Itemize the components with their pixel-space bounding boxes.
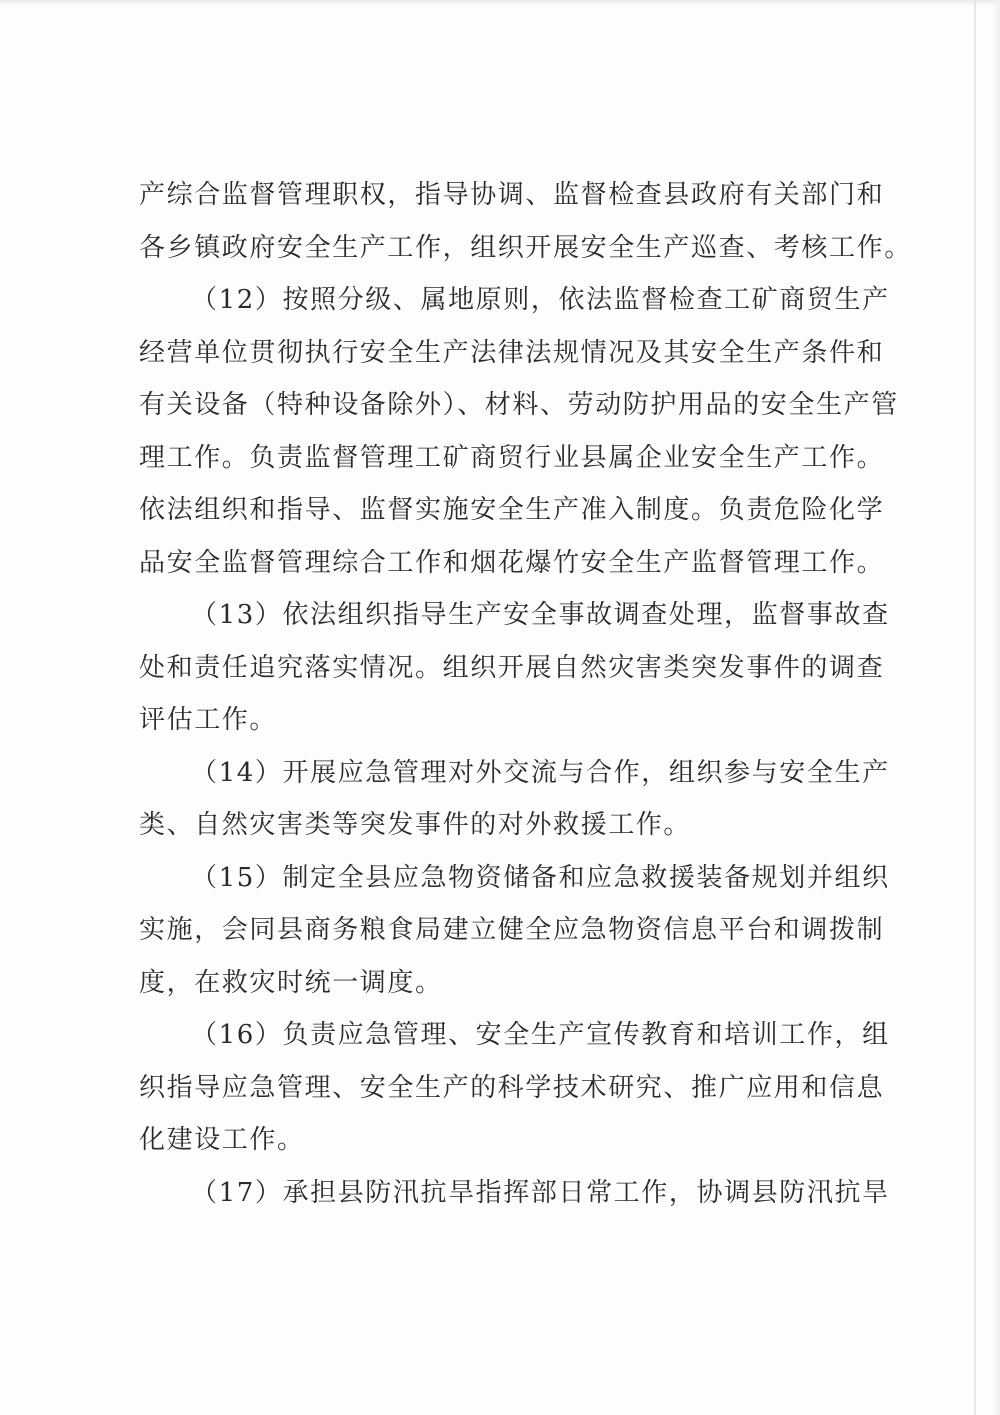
text-line: 理工作。负责监督管理工矿商贸行业县属企业安全生产工作。 — [139, 442, 885, 473]
paragraph-13-line: （13）依法组织指导生产安全事故调查处理，监督事故查 — [191, 600, 890, 630]
text-line: 各乡镇政府安全生产工作，组织开展安全生产巡查、考核工作。 — [139, 232, 912, 263]
scan-edge-right — [974, 0, 976, 1415]
paragraph-17-line: （17）承担县防汛抗旱指挥部日常工作，协调县防汛抗旱 — [191, 1177, 890, 1208]
paragraph-16-line: （16）负责应急管理、安全生产宣传教育和培训工作，组 — [191, 1020, 890, 1050]
text-line: 化建设工作。 — [139, 1125, 305, 1155]
scan-edge-top — [0, 0, 1000, 6]
document-body — [139, 169, 912, 1219]
paragraph-15-line: （15）制定全县应急物资储备和应急救援装备规划并组织 — [191, 862, 890, 893]
text-line: 有关设备（特种设备除外）、材料、劳动防护用品的安全生产管 — [139, 390, 899, 420]
text-line: 产综合监督管理职权，指导协调、监督检查县政府有关部门和 — [139, 180, 885, 210]
text-line: 经营单位贯彻执行安全生产法律法规情况及其安全生产条件和 — [139, 337, 885, 368]
text-line: 评估工作。 — [139, 705, 278, 735]
text-line: 品安全监督管理综合工作和烟花爆竹安全生产监督管理工作。 — [139, 547, 885, 578]
text-line: 依法组织和指导、监督实施安全生产准入制度。负责危险化学 — [139, 495, 885, 525]
paragraph-14-line: （14）开展应急管理对外交流与合作，组织参与安全生产 — [191, 757, 890, 788]
text-line: 类、自然灾害类等突发事件的对外救援工作。 — [139, 810, 692, 840]
scan-edge-shadow — [992, 0, 1000, 1415]
text-line: 织指导应急管理、安全生产的科学技术研究、推广应用和信息 — [139, 1072, 885, 1103]
paragraph-12-line: （12）按照分级、属地原则，依法监督检查工矿商贸生产 — [191, 285, 890, 315]
text-line: 实施，会同县商务粮食局建立健全应急物资信息平台和调拨制 — [139, 915, 885, 945]
text-line: 处和责任追究落实情况。组织开展自然灾害类突发事件的调查 — [139, 652, 885, 683]
text-line: 度，在救灾时统一调度。 — [139, 967, 443, 998]
